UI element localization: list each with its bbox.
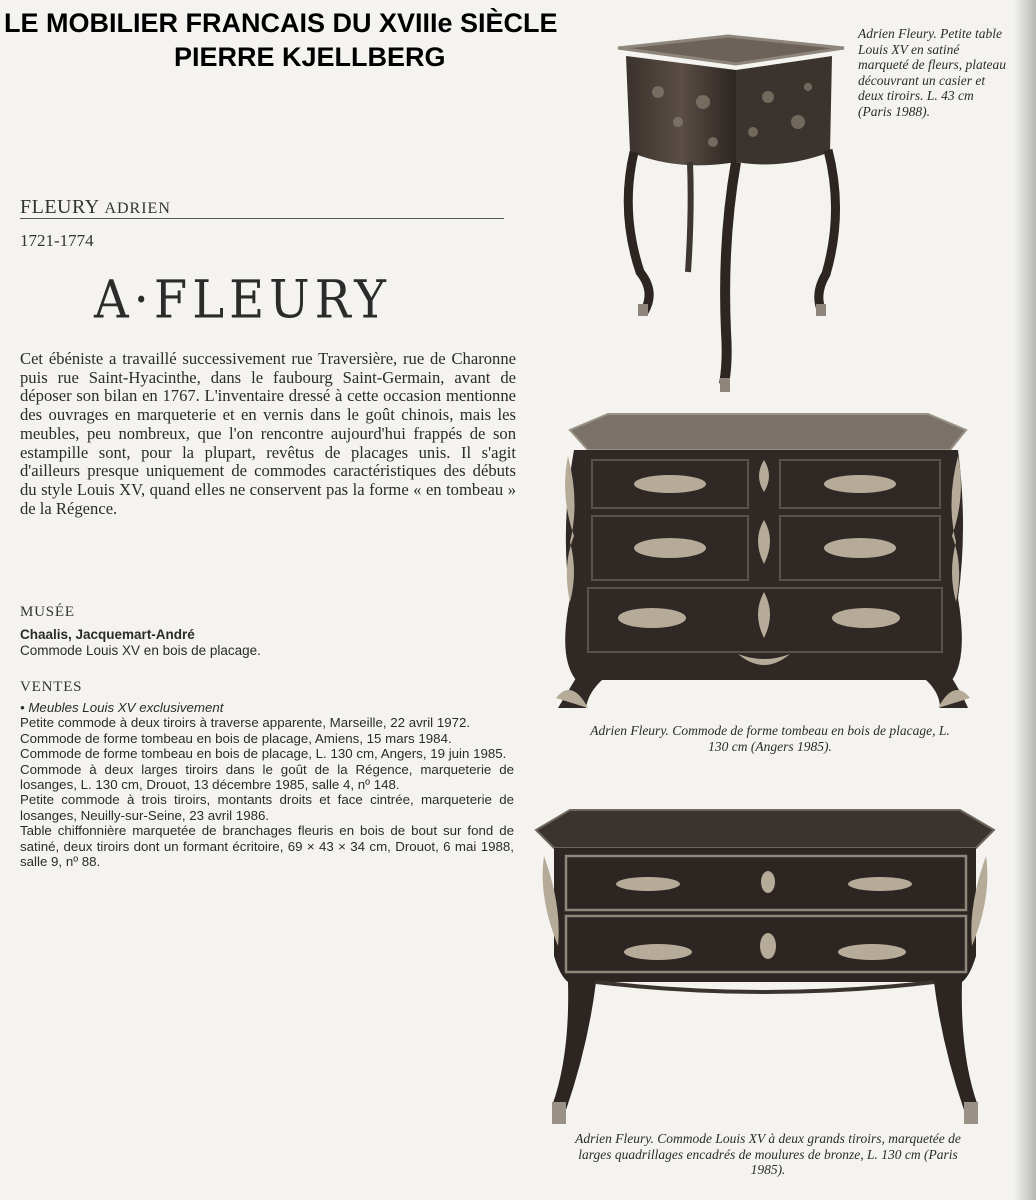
entry-heading bbox=[20, 196, 171, 219]
sale-item: Petite commode à trois tiroirs, montants droits et face cintrée, marqueterie de losanges, Neuilly-sur-Seine, 23 avril 1986. bbox=[20, 792, 514, 823]
page-gutter-shadow bbox=[1014, 0, 1036, 1200]
caption-tombeau-commode: Adrien Fleury. Commode de forme tombeau en bois de placage, L. 130 cm (Angers 1985). bbox=[590, 723, 950, 754]
sale-item: Commode de forme tombeau en bois de placage, L. 130 cm, Angers, 19 juin 1985. bbox=[20, 746, 507, 762]
entry-dates: 1721-1774 bbox=[20, 231, 94, 250]
sale-item: Commode de forme tombeau en bois de placage, Amiens, 15 mars 1984. bbox=[20, 730, 452, 746]
sales-category: • Meubles Louis XV exclusivement bbox=[20, 700, 224, 715]
book-author: PIERRE KJELLBERG bbox=[174, 42, 446, 72]
caption-two-drawer-commode: Adrien Fleury. Commode Louis XV à deux grands tiroirs, marquetée de larges quadrillages encadrés de moulures de bronze, L. 130 cm (Paris 1985). bbox=[575, 1131, 961, 1177]
sales-list bbox=[20, 700, 514, 869]
photo-tombeau-commode bbox=[548, 408, 978, 713]
photo-small-table bbox=[608, 12, 848, 412]
entry-surname: FLEURY bbox=[20, 196, 99, 218]
entry-firstname: ADRIEN bbox=[104, 200, 171, 217]
sale-item: Table chiffonnière marquetée de branchages fleuris en bois de bout sur fond de satiné, deux tiroirs dont un formant écritoire, 69 × 43 × 34 cm, Drouot, 6 mai 1988, salle 9, nº 88. bbox=[20, 823, 514, 870]
book-title-header bbox=[4, 6, 684, 74]
entry-paragraph: Cet ébéniste a travaillé successivement rue Traversière, rue de Charonne puis rue Saint-Hyacinthe, dans le faubourg Saint-Germain, avant de déposer son bilan en 1767. L'inventaire dressé à cette occasion mentionne des ouvrages en marqueterie et en vernis dans le goût chinois, mais les meubles, peu nombreux, que l'on rencontre aujourd'hui frappés de son estampille sont, pour la plupart, revêtus de placages unis. Il s'agit d'ailleurs presque uniquement de commodes caractéristiques des débuts du style Louis XV, quand elles ne conservent pas la forme « en tombeau » de la Régence. bbox=[20, 349, 516, 518]
museum-name: Chaalis, Jacquemart-André bbox=[20, 627, 195, 642]
sales-section-title: VENTES bbox=[20, 679, 83, 695]
caption-small-table: Adrien Fleury. Petite table Louis XV en satiné marqueté de fleurs, plateau découvrant un casier et deux tiroirs. L. 43 cm (Paris 1988). bbox=[858, 26, 1006, 119]
museum-section-title: MUSÉE bbox=[20, 604, 75, 620]
entry-body bbox=[20, 350, 516, 518]
heading-rule bbox=[20, 218, 504, 219]
photo-two-drawer-commode bbox=[530, 806, 1000, 1128]
museum-section bbox=[20, 627, 261, 659]
book-title: LE MOBILIER FRANCAIS DU XVIIIe SIÈCLE bbox=[4, 8, 558, 38]
maker-stamp: A·FLEURY bbox=[94, 269, 391, 331]
museum-item: Commode Louis XV en bois de placage. bbox=[20, 643, 261, 658]
sale-item: Petite commode à deux tiroirs à traverse apparente, Marseille, 22 avril 1972. bbox=[20, 715, 471, 731]
sale-item: Commode à deux larges tiroirs dans le goût de la Régence, marqueterie de losanges, L. 130 cm, Drouot, 13 décembre 1985, salle 4, nº 148. bbox=[20, 761, 514, 793]
